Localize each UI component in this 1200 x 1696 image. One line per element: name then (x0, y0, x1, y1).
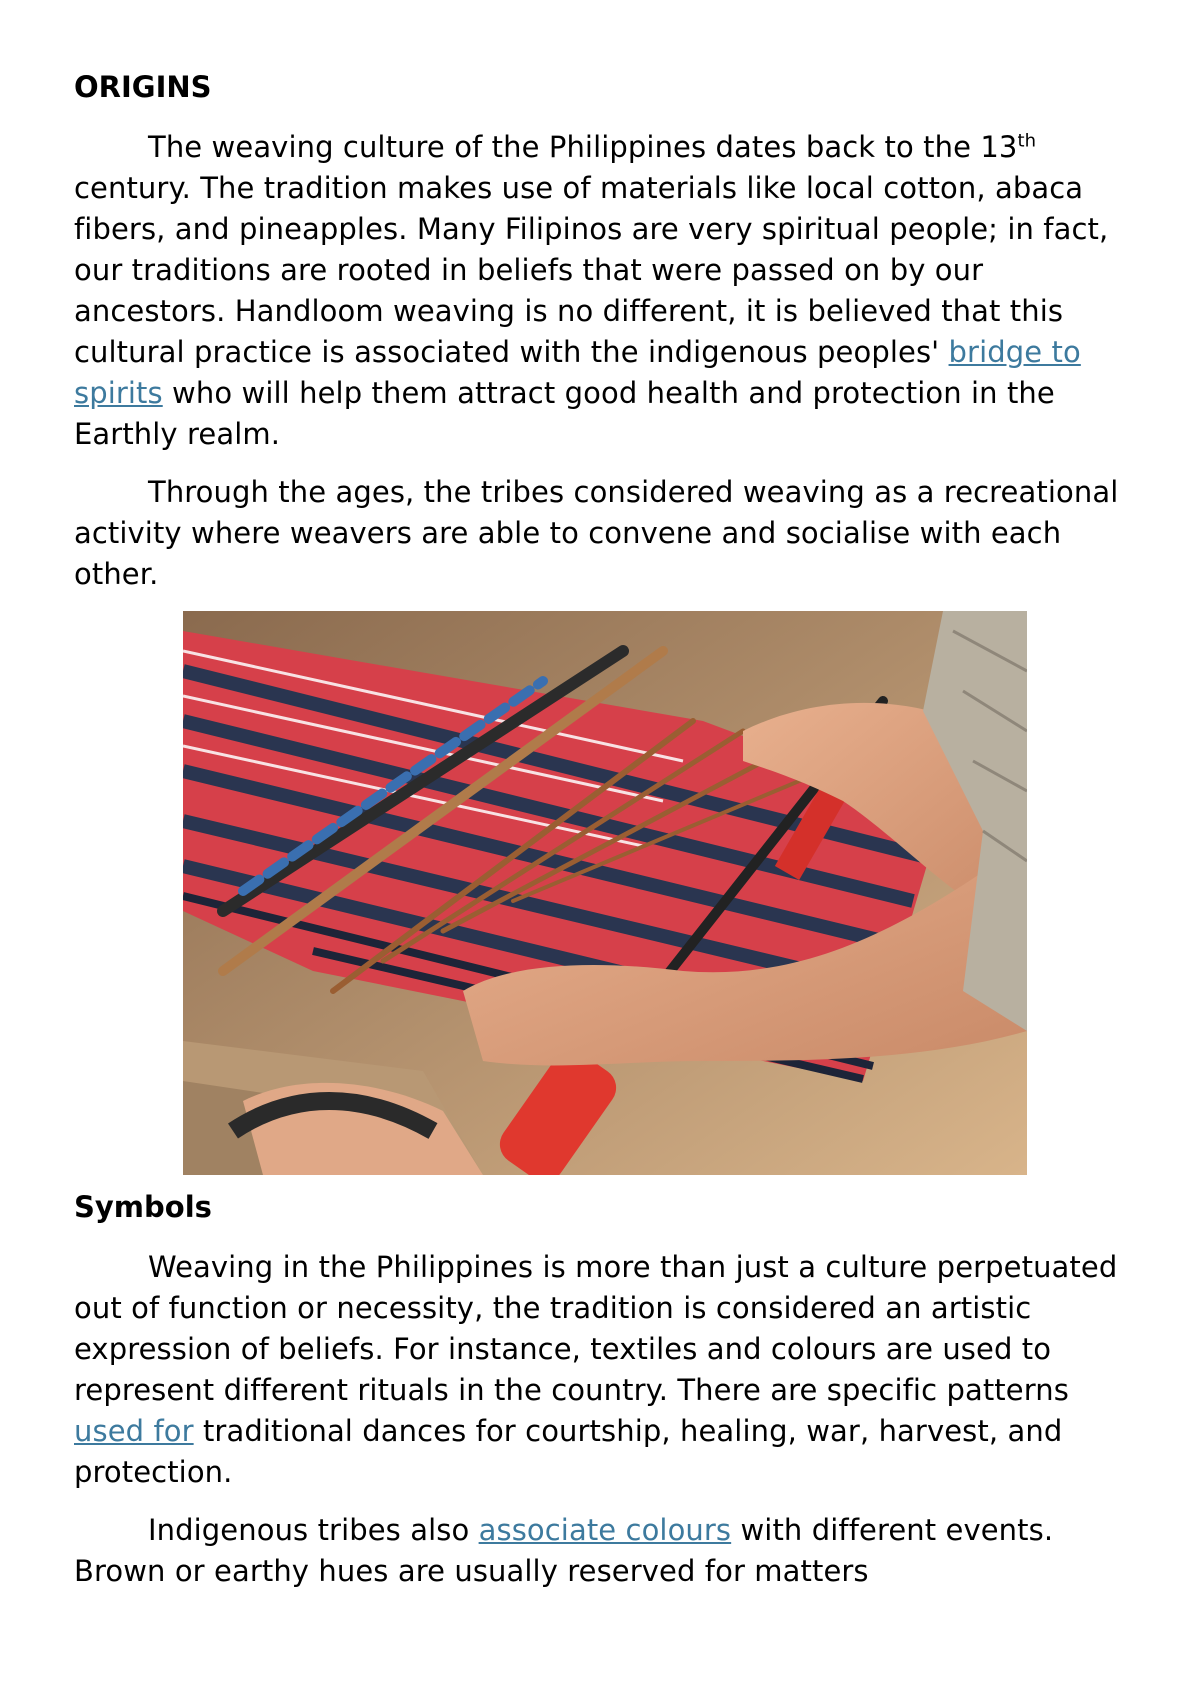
heading-symbols: Symbols (74, 1190, 212, 1224)
text: The weaving culture of the Philippines dates back to the 13 (148, 130, 1018, 164)
paragraph-symbols-2 (74, 1510, 1134, 1592)
link-bridge-to-spirits[interactable]: bridge to spirits (74, 335, 1081, 410)
link-associate-colours[interactable]: associate colours (478, 1513, 732, 1547)
text: Weaving in the Philippines is more than just a culture perpetuated out of function or necessity, the tradition is considered an artistic expression of beliefs. For instance, textiles and colours are used to represent different rituals in the country. There are specific patterns (74, 1250, 1118, 1407)
text: who will help them attract good health and protection in the Earthly realm. (74, 376, 1055, 451)
weaving-photo (183, 611, 1027, 1175)
paragraph-symbols-1 (74, 1247, 1134, 1493)
paragraph-origins-1 (74, 127, 1134, 455)
superscript: th (1017, 130, 1037, 152)
paragraph-origins-2: Through the ages, the tribes considered weaving as a recreational activity where weavers are able to convene and socialise with each other. (74, 475, 1119, 591)
heading-origins: ORIGINS (74, 70, 212, 104)
text: century. The tradition makes use of materials like local cotton, abaca fibers, and pineapples. Many Filipinos are very spiritual people; in fact, our traditions are rooted in beliefs that were passed on by our ancestors. Handloom weaving is no different, it is believed that this cultural practice is associated with the indigenous peoples' (74, 171, 1109, 369)
text: Indigenous tribes also (148, 1513, 479, 1547)
text: with different events. Brown or earthy hues are usually reserved for matters (74, 1513, 1054, 1588)
loom-illustration (183, 611, 1027, 1175)
link-used-for[interactable]: used for (74, 1414, 194, 1448)
text: traditional dances for courtship, healing, war, harvest, and protection. (74, 1414, 1063, 1489)
